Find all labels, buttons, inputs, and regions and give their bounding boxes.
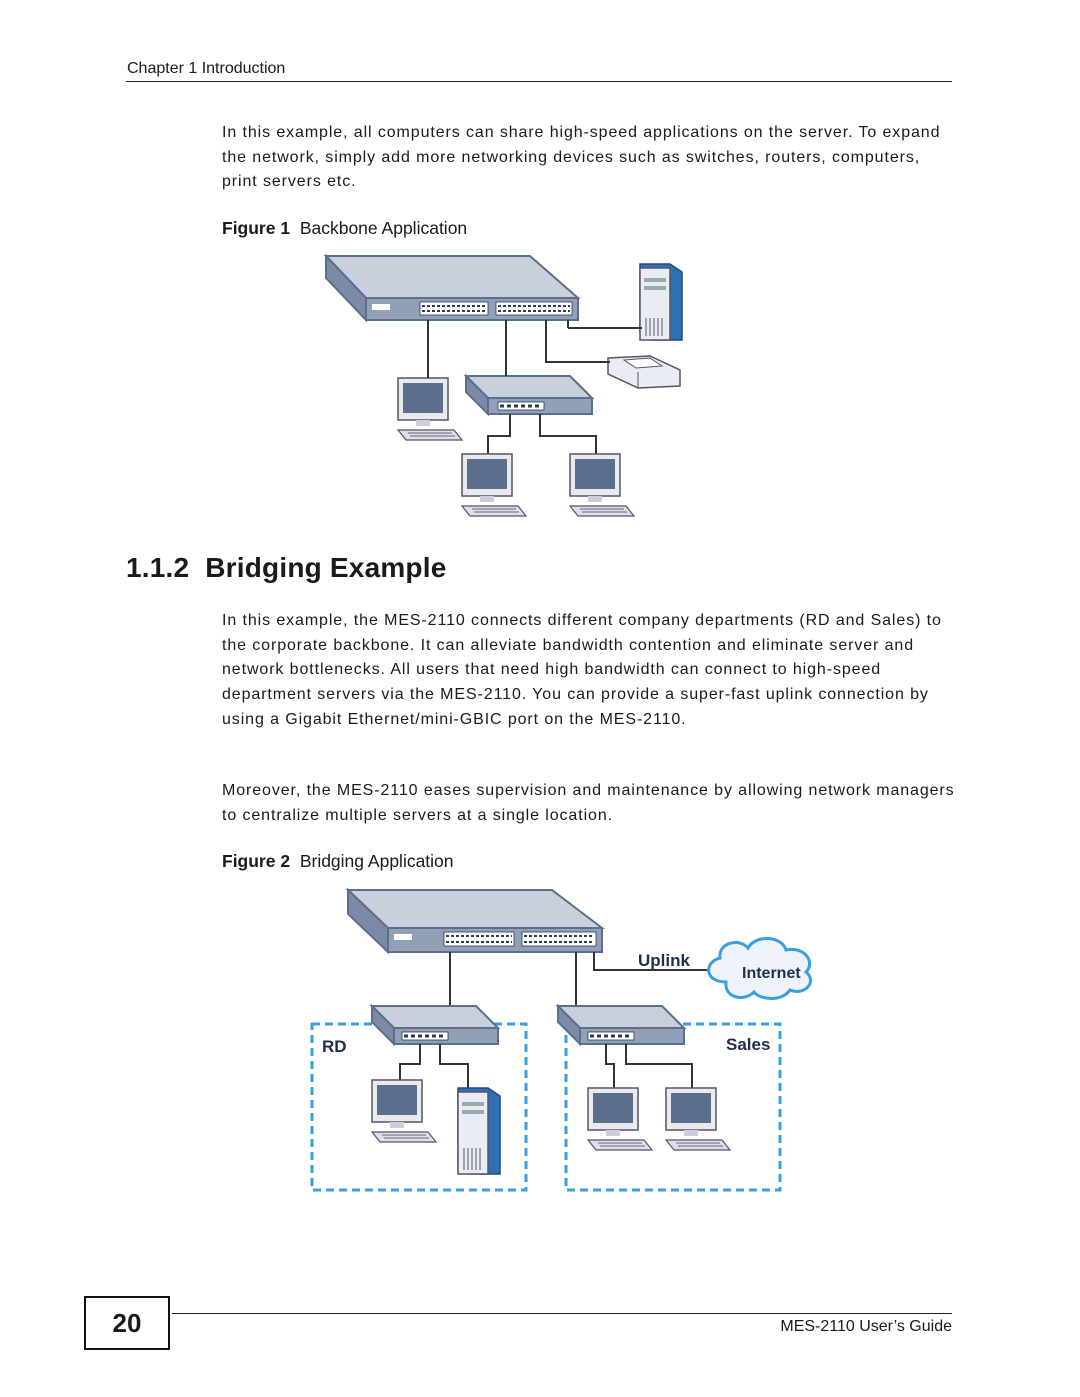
page-number: 20 — [112, 1307, 142, 1338]
figure2-title: Bridging Application — [299, 851, 454, 871]
rd-computer-icon — [372, 1080, 436, 1142]
figure1-label: Figure 1 — [222, 218, 291, 238]
sales-computer-icon — [588, 1088, 652, 1150]
rd-switch-icon — [372, 1006, 498, 1044]
backbone-switch-icon — [326, 256, 578, 320]
mes-2110-switch-icon — [348, 890, 602, 952]
internet-label: Internet — [742, 965, 801, 982]
sales-computer-icon — [666, 1088, 730, 1150]
uplink-label: Uplink — [638, 951, 690, 970]
workgroup-switch-icon — [466, 376, 592, 414]
rd-server-icon — [458, 1088, 500, 1174]
computer-icon — [570, 454, 634, 516]
figure2-label: Figure 2 — [222, 851, 291, 871]
chapter-header: Chapter 1 Introduction — [127, 60, 286, 77]
intro-paragraph: In this example, all computers can share high-speed applications on the server. To expand the network, simply add more networking devices such as switches, routers, computers, print servers etc. — [222, 124, 941, 191]
computer-icon — [398, 378, 462, 440]
figure2-caption — [222, 851, 454, 872]
server-icon — [640, 264, 682, 340]
supervision-paragraph: Moreover, the MES-2110 eases supervision and maintenance by allowing network managers to centralize multiple servers at a single location. — [222, 782, 955, 824]
figure1-caption — [222, 218, 467, 239]
sales-switch-icon — [558, 1006, 684, 1044]
page-number-box — [84, 1296, 170, 1350]
sales-label: Sales — [726, 1035, 771, 1054]
figure1-title: Backbone Application — [299, 218, 468, 238]
header-divider — [126, 81, 952, 82]
computer-icon — [462, 454, 526, 516]
bridging-paragraph: In this example, the MES-2110 connects different company departments (RD and Sales) to the corporate backbone. It can alleviate bandwidth contention and eliminate server and network bottlenecks. All users that need high bandwidth can connect to high-speed department servers via the MES-2110. You can provide a super-fast uplink connection by using a Gigabit Ethernet/mini-GBIC port on the MES-2110. — [222, 612, 942, 728]
guide-title: MES-2110 User’s Guide — [780, 1318, 952, 1335]
printer-icon — [608, 356, 680, 388]
rd-label: RD — [322, 1037, 347, 1056]
bridging-application-diagram — [300, 882, 840, 1194]
footer-divider — [172, 1313, 952, 1314]
section-title: Bridging Example — [205, 552, 447, 583]
section-heading — [126, 552, 447, 584]
backbone-application-diagram — [230, 248, 690, 528]
section-number: 1.1.2 — [126, 552, 190, 583]
